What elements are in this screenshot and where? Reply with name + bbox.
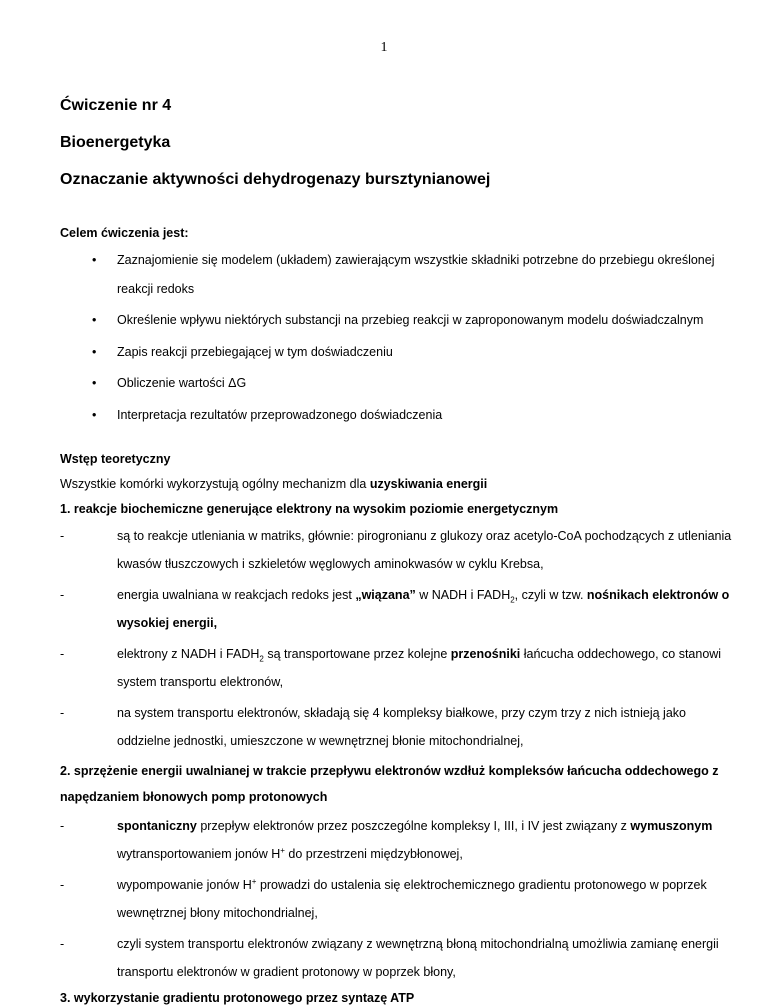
goal-text: Określenie wpływu niektórych substancji na przebieg reakcji w zaproponowanym modelu doświadczalnym	[117, 313, 704, 327]
list-item	[60, 369, 740, 398]
dash-icon: -	[60, 936, 65, 951]
bullet-icon: •	[92, 344, 97, 359]
list-item: - elektrony z NADH i $FADH_2$ są transportowane przez kolejne przenośniki łańcucha oddechowego, co stanowi system transportu elektronów,	[60, 640, 740, 696]
goal-text: Obliczenie wartości ΔG	[117, 376, 247, 390]
bullet-icon: •	[92, 376, 97, 390]
bullet-icon: •	[92, 253, 97, 267]
list-item	[60, 338, 740, 367]
list-item: - są to reakcje utleniania w matriks, głównie: pirogronianu z glukozy oraz acetylo-CoA pochodzących z utleniania kwasów tłuszczowych i szkieletów węglowych aminokwasów w cyklu Krebsa,	[60, 522, 740, 578]
bullet-icon: •	[92, 407, 97, 422]
dash-icon: -	[60, 877, 65, 892]
page-number: 1	[380, 40, 388, 55]
goals-heading: Celem ćwiczenia jest:	[60, 226, 189, 240]
list-item: - spontaniczny przepływ elektronów przez poszczególne kompleksy I, III, i IV jest związany z wymuszonym wytransportowaniem jonów H+ do przestrzeni międzybłonowej,	[60, 812, 740, 868]
list-item: - czyli system transportu elektronów związany z wewnętrzną błoną mitochondrialną umożliwia zamianę energii transportu elektronów w gradient protonowy w poprzek błony,	[60, 930, 740, 986]
list-item	[60, 246, 740, 303]
goal-text: Interpretacja rezultatów przeprowadzonego doświadczenia	[117, 407, 443, 422]
intro-lead: Wszystkie komórki wykorzystują ogólny mechanizm dla uzyskiwania energii	[60, 477, 488, 491]
list-item	[60, 401, 740, 430]
list-item: - energia uwalniana w reakcjach redoks jest „wiązana” w NADH i $FADH_2$, czyli w tzw. nośnikach elektronów o wysokiej energii,	[60, 581, 740, 637]
dash-icon: -	[60, 587, 65, 602]
dash-icon: -	[60, 528, 65, 543]
intro-heading: Wstęp teoretyczny	[60, 452, 171, 466]
exercise-subtitle: Oznaczanie aktywności dehydrogenazy bursztynianowej	[60, 171, 491, 188]
dash-icon: -	[60, 646, 65, 661]
bullet-icon: •	[92, 313, 97, 327]
goal-text: Zaznajomienie się modelem (układem) zawierającym wszystkie składniki potrzebne do przebiegu określonej reakcji redoks	[117, 253, 715, 296]
document-body	[60, 96, 740, 1007]
list-item	[60, 306, 740, 335]
exercise-title: Ćwiczenie nr 4	[60, 97, 172, 114]
section-3-heading: 3. wykorzystanie gradientu protonowego przez syntazę ATP	[60, 990, 415, 1005]
topic-title: Bioenergetyka	[60, 134, 171, 151]
dash-icon: -	[60, 705, 65, 720]
section-2-heading: 2. sprzężenie energii uwalnianej w trakcie przepływu elektronów wzdłuż kompleksów łańcucha oddechowego z napędzaniem błonowych pomp protonowych	[60, 763, 719, 804]
dash-icon: -	[60, 818, 65, 833]
goals-list	[60, 246, 740, 429]
list-item: - na system transportu elektronów, składają się 4 kompleksy białkowe, przy czym trzy z nich istnieją jako oddzielne jednostki, umieszczone w wewnętrznej błonie mitochondrialnej,	[60, 699, 740, 755]
goal-text: Zapis reakcji przebiegającej w tym doświadczeniu	[117, 344, 393, 359]
section-1-heading: 1. reakcje biochemiczne generujące elektrony na wysokim poziomie energetycznym	[60, 501, 559, 516]
list-item: - wypompowanie jonów H+ prowadzi do ustalenia się elektrochemicznego gradientu protonowego w poprzek wewnętrznej błony mitochondrialnej,	[60, 871, 740, 927]
